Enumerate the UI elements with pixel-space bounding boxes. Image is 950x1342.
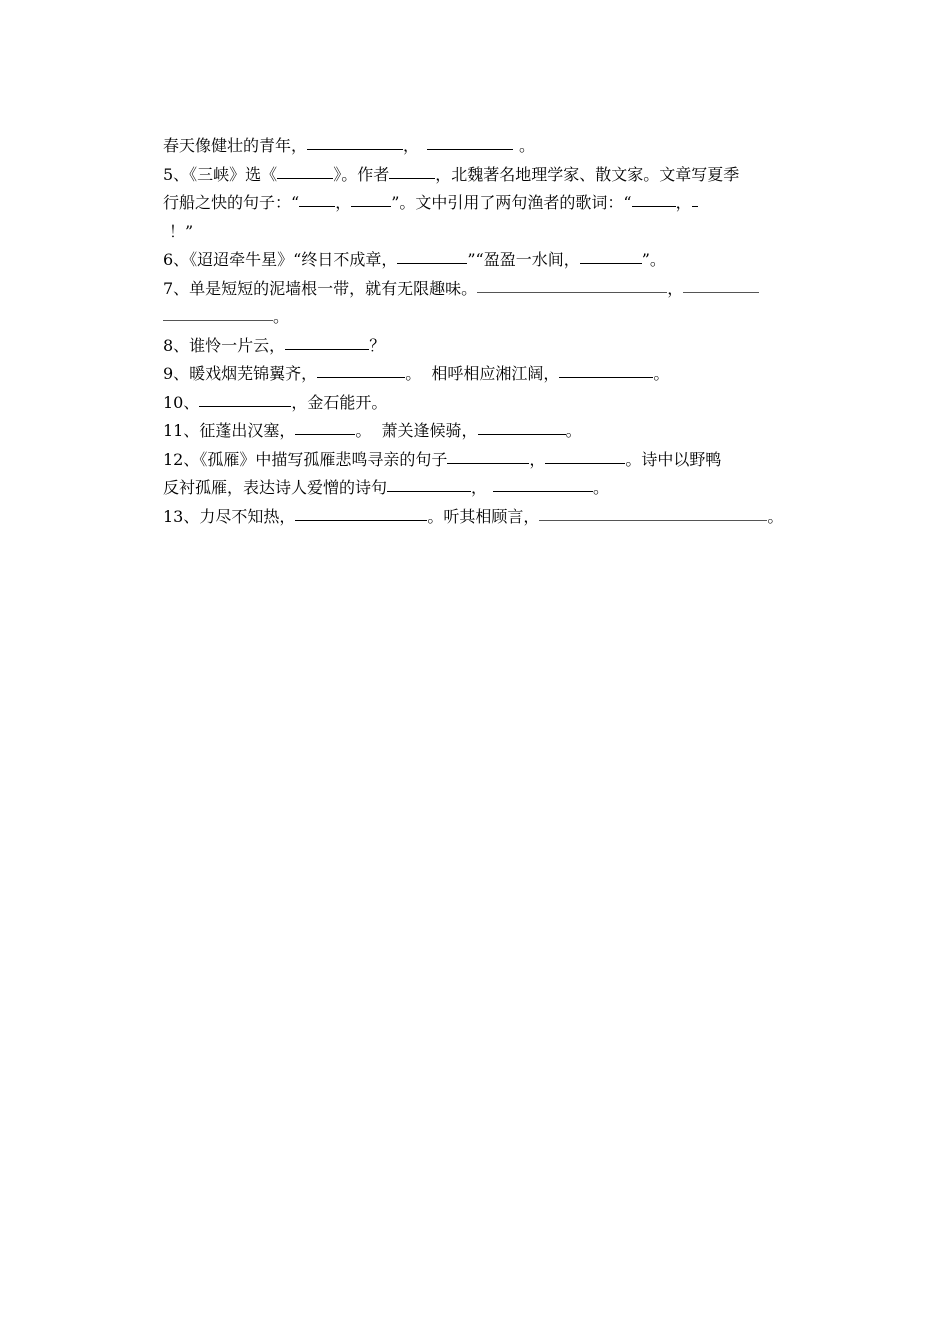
answer-blank[interactable] xyxy=(632,189,676,207)
question-11-text: 。 萧关逢候骑， xyxy=(355,421,478,440)
end-punctuation: 。 xyxy=(519,136,536,155)
answer-blank[interactable] xyxy=(397,246,467,264)
question-11-text: 。 xyxy=(565,421,582,440)
answer-blank[interactable] xyxy=(163,303,273,321)
question-5-line-1 xyxy=(163,161,793,190)
answer-blank[interactable] xyxy=(477,275,667,293)
question-5-line-3 xyxy=(163,218,793,247)
question-13-text: 。听其相顾言， xyxy=(427,506,540,526)
answer-blank[interactable] xyxy=(295,417,355,435)
question-5-text: ，北魏著名地理学家、散文家。文章写夏季 xyxy=(435,164,740,184)
question-5-text: ！” xyxy=(169,221,194,241)
question-12-text: 反衬孤雁，表达诗人爱憎的诗句 xyxy=(163,478,388,497)
question-7-text: 7、单是短短的泥墙根一带，就有无限趣味。 xyxy=(163,278,478,298)
answer-blank[interactable] xyxy=(545,446,625,464)
answer-blank[interactable] xyxy=(351,189,391,207)
question-12-line-2 xyxy=(163,474,793,503)
question-8-text: 8、谁怜一片云， xyxy=(163,335,286,355)
question-12-text: 。 xyxy=(593,478,610,497)
answer-blank[interactable] xyxy=(692,189,698,207)
question-7-line-1 xyxy=(163,275,793,304)
answer-blank[interactable] xyxy=(478,417,566,435)
question-12-text: 12、《孤雁》中描写孤雁悲鸣寻亲的句子 xyxy=(163,449,448,469)
answer-blank[interactable] xyxy=(317,360,405,378)
answer-blank[interactable] xyxy=(683,275,759,293)
question-7-line-2 xyxy=(163,303,793,332)
question-10-line xyxy=(163,389,793,418)
answer-blank[interactable] xyxy=(539,503,767,521)
question-4-text: 春天像健壮的青年， xyxy=(163,136,308,155)
question-10-text: 10、 xyxy=(163,392,200,412)
question-7-text: ， xyxy=(667,278,684,298)
answer-blank[interactable] xyxy=(295,503,427,521)
question-13-text: 。 xyxy=(767,506,784,526)
question-6-line xyxy=(163,246,793,275)
question-9-text: 。 相呼相应湘江阔， xyxy=(405,364,560,383)
question-8-text: ？ xyxy=(369,335,386,355)
answer-blank[interactable] xyxy=(559,360,653,378)
question-6-text: ”。 xyxy=(641,250,666,269)
question-4-line xyxy=(163,132,793,161)
question-5-text: 5、《三峡》选《 xyxy=(163,164,278,184)
question-12-text: 。诗中以野鸭 xyxy=(625,449,722,469)
question-7-text: 。 xyxy=(273,307,290,326)
answer-blank[interactable] xyxy=(493,474,593,492)
answer-blank[interactable] xyxy=(285,332,369,350)
question-11-text: 11、征蓬出汉塞， xyxy=(163,421,296,440)
fill-in-blank-questions xyxy=(163,132,793,531)
question-12-text: ， xyxy=(471,478,488,497)
answer-blank[interactable] xyxy=(427,132,513,150)
answer-blank[interactable] xyxy=(387,474,471,492)
separator: ， xyxy=(403,136,420,155)
question-13-line xyxy=(163,503,793,532)
question-5-text: 》。作者 xyxy=(333,164,390,184)
question-9-text: 9、暖戏烟芜锦翼齐， xyxy=(163,364,318,383)
question-9-line xyxy=(163,360,793,389)
answer-blank[interactable] xyxy=(389,161,435,179)
answer-blank[interactable] xyxy=(299,189,335,207)
question-5-text: ， xyxy=(675,193,692,212)
question-9-text: 。 xyxy=(653,364,670,383)
question-5-text: ”。文中引用了两句渔者的歌词：“ xyxy=(391,193,632,212)
answer-blank[interactable] xyxy=(447,446,529,464)
question-13-text: 13、力尽不知热， xyxy=(163,506,296,526)
question-11-line xyxy=(163,417,793,446)
question-8-line xyxy=(163,332,793,361)
answer-blank[interactable] xyxy=(277,161,333,179)
question-10-text: ，金石能开。 xyxy=(291,392,388,412)
question-6-text: 6、《迢迢牵牛星》“终日不成章， xyxy=(163,250,398,269)
answer-blank[interactable] xyxy=(307,132,403,150)
answer-blank[interactable] xyxy=(199,389,291,407)
answer-blank[interactable] xyxy=(580,246,642,264)
question-12-line-1 xyxy=(163,446,793,475)
question-6-text: ”“盈盈一水间， xyxy=(467,250,580,269)
question-5-text: ， xyxy=(335,193,352,212)
question-5-line-2 xyxy=(163,189,793,218)
question-12-text: ， xyxy=(529,449,546,469)
question-5-text: 行船之快的句子：“ xyxy=(163,193,300,212)
